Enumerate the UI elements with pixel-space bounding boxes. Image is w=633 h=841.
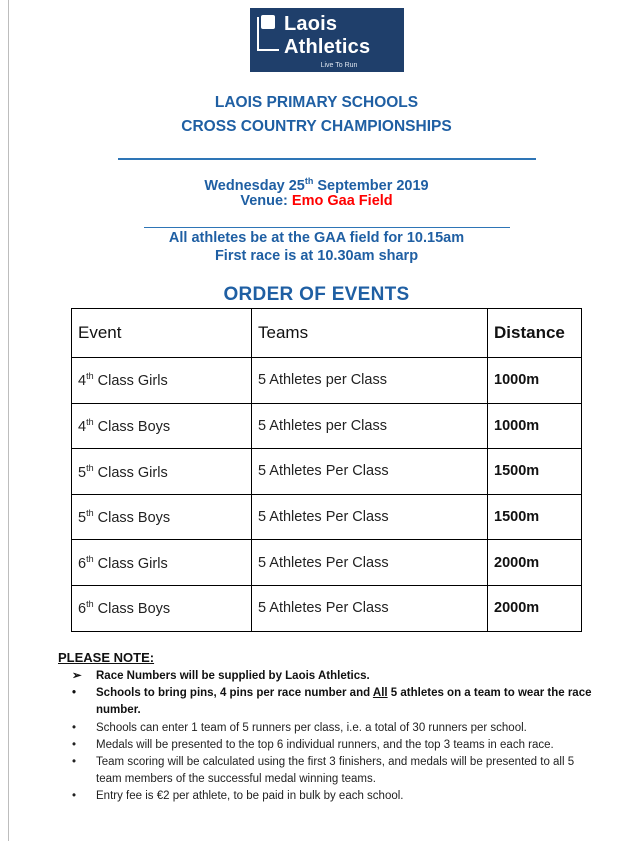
table-row [72,494,582,540]
date-prefix: Wednesday 25 [204,177,305,194]
events-table [71,308,582,632]
table-row [72,403,582,449]
cell-distance: 1500m [488,494,582,540]
notes-heading: PLEASE NOTE: [58,650,155,665]
cell-teams: 5 Athletes Per Class [252,540,488,586]
divider-middle [144,227,510,228]
list-item: ➢ Race Numbers will be supplied by Laois Athletics. [58,668,598,685]
header-distance: Distance [488,309,582,358]
title-line2: CROSS COUNTRY CHAMPIONSHIPS [181,118,452,135]
bullet-icon: • [72,687,77,700]
table-header-row [72,309,582,358]
notes-list [58,668,598,806]
cell-teams: 5 Athletes per Class [252,403,488,449]
list-item: • Medals will be presented to the top 6 individual runners, and the top 3 teams in each race. [58,737,598,754]
order-of-events-heading: ORDER OF EVENTS [223,284,410,305]
cell-distance: 2000m [488,540,582,586]
list-item: • Schools can enter 1 team of 5 runners per class, i.e. a total of 30 runners per school. [58,720,598,737]
cell-distance: 1500m [488,449,582,495]
bullet-icon: • [72,738,77,751]
bullet-icon: • [72,721,77,734]
assembly-line1: All athletes be at the GAA field for 10.15am [168,230,465,246]
list-item: • Schools to bring pins, 4 pins per race number and All 5 athletes on a team to wear the race number. [72,687,592,717]
logo-line2: Athletics [284,36,371,58]
date-suffix: th [304,176,314,186]
cell-event: 6th Class Girls [72,540,252,586]
divider-top [118,158,536,160]
cell-teams: 5 Athletes Per Class [252,449,488,495]
cell-teams: 5 Athletes per Class [252,358,488,404]
cell-event: 4th Class Boys [72,403,252,449]
cell-event: 5th Class Boys [72,494,252,540]
list-item: • Entry fee is €2 per athlete, to be paid in bulk by each school. [58,788,598,805]
table-row [72,449,582,495]
list-item: • Team scoring will be calculated using the first 3 finishers, and medals will be presented to all 5 team members of the successful medal winning teams. [72,756,575,786]
bullet-icon: • [72,790,77,803]
logo-tagline: Live To Run [320,62,358,69]
cell-distance: 1000m [488,358,582,404]
cell-teams: 5 Athletes Per Class [252,585,488,631]
venue-label: Venue: [240,193,292,209]
assembly-line2: First race is at 10.30am sharp [214,248,419,264]
cell-distance: 2000m [488,585,582,631]
header-teams: Teams [252,309,488,358]
title-line1: LAOIS PRIMARY SCHOOLS [214,94,419,111]
bullet-icon: • [72,756,77,769]
header-event: Event [72,309,252,358]
table-row [72,540,582,586]
laois-athletics-logo [250,8,404,72]
cell-event: 4th Class Girls [72,358,252,404]
logo-line1: Laois [284,13,338,35]
venue-value: Emo Gaa Field [291,193,393,209]
table-row [72,358,582,404]
cell-event: 5th Class Girls [72,449,252,495]
venue-line [0,193,633,209]
event-date [0,176,633,194]
crest-icon [257,17,279,51]
cell-teams: 5 Athletes Per Class [252,494,488,540]
arrow-bullet-icon: ➢ [72,670,82,682]
table-row [72,585,582,631]
date-rest: September 2019 [313,177,429,194]
cell-distance: 1000m [488,403,582,449]
cell-event: 6th Class Boys [72,585,252,631]
